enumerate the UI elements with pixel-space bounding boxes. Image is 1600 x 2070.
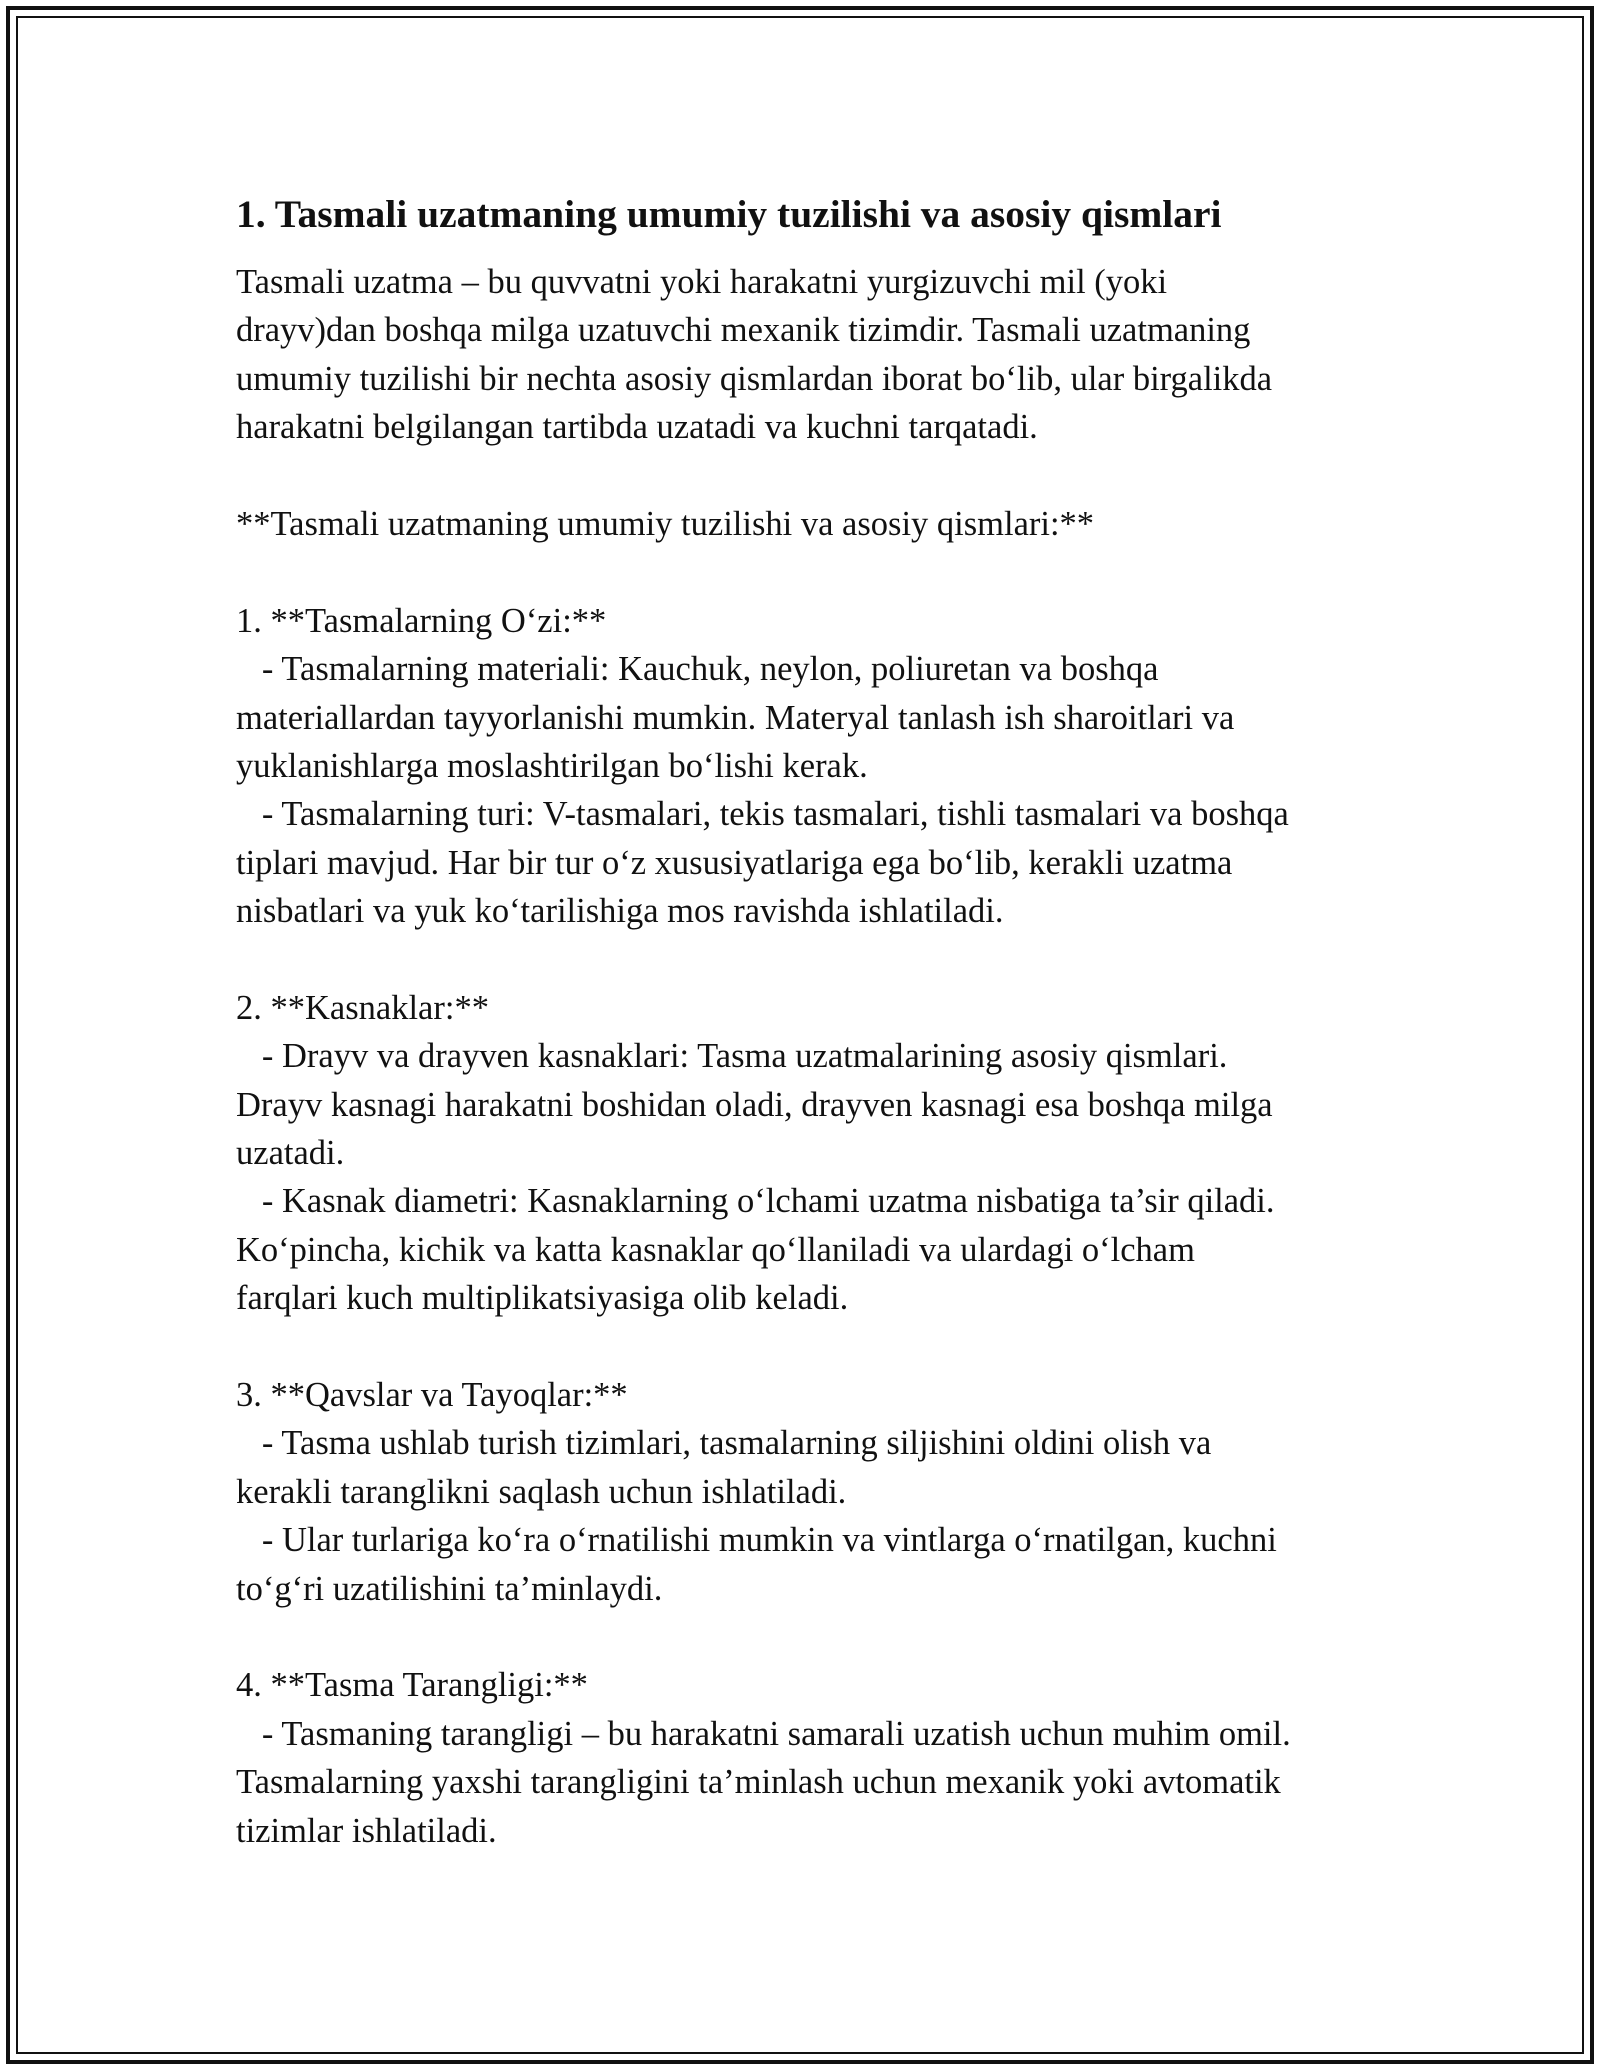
text-line: - Ular turlariga ko‘ra o‘rnatilishi mumkin va vintlarga o‘rnatilgan, kuchni — [236, 1521, 1277, 1560]
text-line: 1. **Tasmalarning O‘zi:** — [236, 601, 607, 640]
text-line: farqlari kuch multiplikatsiyasiga olib keladi. — [236, 1279, 849, 1318]
text-line: uzatadi. — [236, 1134, 345, 1173]
text-line: - Tasmaning tarangligi – bu harakatni samarali uzatish uchun muhim omil. — [236, 1714, 1291, 1753]
text-line: 4. **Tasma Tarangligi:** — [236, 1666, 588, 1705]
text-line: 2. **Kasnaklar:** — [236, 988, 489, 1027]
blank-line — [236, 548, 1386, 596]
text-line: yuklanishlarga moslashtirilgan bo‘lishi kerak. — [236, 746, 868, 785]
blank-line — [236, 1613, 1386, 1661]
text-line: Tasmali uzatma – bu quvvatni yoki harakatni yurgizuvchi mil (yoki — [236, 263, 1168, 301]
text-line: - Tasma ushlab turish tizimlari, tasmalarning siljishini oldini olish va — [236, 1424, 1212, 1463]
text-line: to‘g‘ri uzatilishini ta’minlaydi. — [236, 1569, 663, 1608]
text-line: Tasmalarning yaxshi tarangligini ta’minlash uchun mexanik yoki avtomatik — [236, 1763, 1281, 1802]
blank-line — [236, 452, 1386, 500]
text-line: drayv)dan boshqa milga uzatuvchi mexanik tizimdir. Tasmali uzatmaning — [236, 311, 1251, 350]
text-line: umumiy tuzilishi bir nechta asosiy qismlardan iborat bo‘lib, ular birgalikda — [236, 359, 1273, 398]
text-line: **Tasmali uzatmaning umumiy tuzilishi va asosiy qismlari:** — [236, 504, 1095, 543]
text-line: nisbatlari va yuk ko‘tarilishiga mos ravishda ishlatiladi. — [236, 892, 1004, 931]
text-line: materiallardan tayyorlanishi mumkin. Materyal tanlash ish sharoitlari va — [236, 698, 1235, 737]
text-line: tizimlar ishlatiladi. — [236, 1811, 497, 1850]
text-lines — [236, 258, 1386, 1855]
section-heading: 1. Tasmali uzatmaning umumiy tuzilishi va asosiy qismlari — [236, 192, 1222, 236]
text-line: kerakli taranglikni saqlash uchun ishlatiladi. — [236, 1472, 847, 1511]
text-line: tiplari mavjud. Har bir tur o‘z xususiyatlariga ega bo‘lib, kerakli uzatma — [236, 843, 1233, 882]
text-line: 3. **Qavslar va Tayoqlar:** — [236, 1375, 628, 1414]
text-line: Drayv kasnagi harakatni boshidan oladi, drayven kasnagi esa boshqa milga — [236, 1085, 1273, 1124]
blank-line — [236, 1323, 1386, 1371]
text-line: - Kasnak diametri: Kasnaklarning o‘lchami uzatma nisbatiga ta’sir qiladi. — [236, 1182, 1275, 1221]
text-line: - Tasmalarning materiali: Kauchuk, neylon, poliuretan va boshqa — [236, 650, 1159, 689]
text-line: harakatni belgilangan tartibda uzatadi va kuchni tarqatadi. — [236, 408, 1038, 447]
text-line: Ko‘pincha, kichik va katta kasnaklar qo‘llaniladi va ulardagi o‘lcham — [236, 1230, 1195, 1269]
blank-line — [236, 935, 1386, 983]
document-body — [236, 188, 1386, 1855]
text-line: - Drayv va drayven kasnaklari: Tasma uzatmalarining asosiy qismlari. — [236, 1037, 1228, 1076]
text-line: - Tasmalarning turi: V-tasmalari, tekis tasmalari, tishli tasmalari va boshqa — [236, 795, 1289, 834]
